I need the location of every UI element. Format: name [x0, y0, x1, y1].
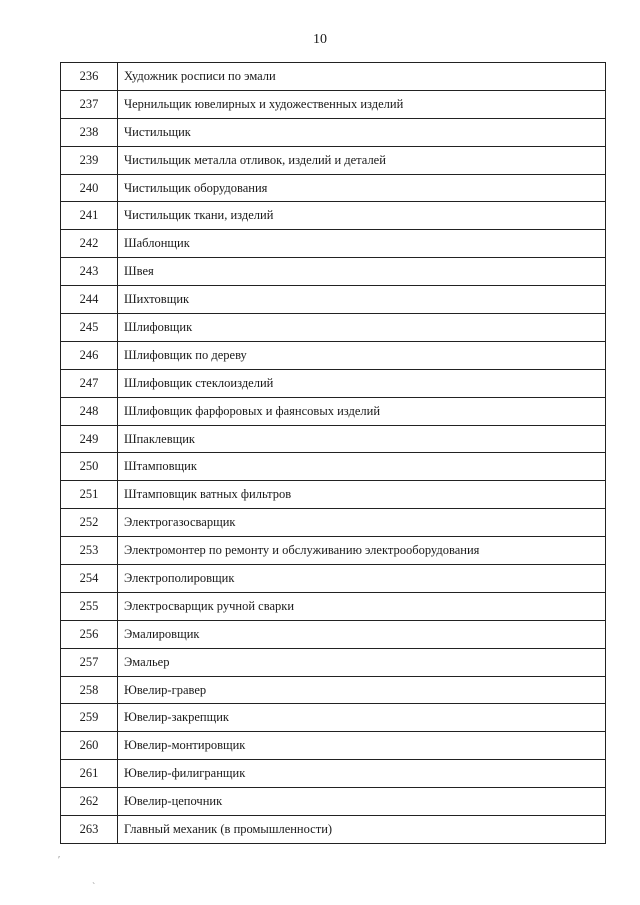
profession-name: Чистильщик оборудования — [118, 174, 606, 202]
row-number: 249 — [61, 425, 118, 453]
profession-name: Ювелир-закрепщик — [118, 704, 606, 732]
table-row — [61, 788, 606, 816]
table-row — [61, 537, 606, 565]
row-number: 248 — [61, 397, 118, 425]
scan-mark: ˋ — [92, 882, 96, 893]
professions-table — [60, 62, 606, 844]
profession-name: Электрогазосварщик — [118, 509, 606, 537]
row-number: 258 — [61, 676, 118, 704]
row-number: 243 — [61, 258, 118, 286]
table-row — [61, 230, 606, 258]
row-number: 252 — [61, 509, 118, 537]
row-number: 244 — [61, 286, 118, 314]
row-number: 257 — [61, 648, 118, 676]
page-number: 10 — [313, 32, 327, 47]
table-row — [61, 732, 606, 760]
row-number: 236 — [61, 63, 118, 91]
table-row — [61, 202, 606, 230]
row-number: 246 — [61, 341, 118, 369]
row-number: 256 — [61, 620, 118, 648]
profession-name: Чистильщик — [118, 118, 606, 146]
profession-name: Ювелир-гравер — [118, 676, 606, 704]
profession-name: Швея — [118, 258, 606, 286]
profession-name: Шлифовщик по дереву — [118, 341, 606, 369]
profession-name: Шлифовщик стеклоизделий — [118, 369, 606, 397]
table-row — [61, 509, 606, 537]
profession-name: Главный механик (в промышленности) — [118, 816, 606, 844]
row-number: 250 — [61, 453, 118, 481]
profession-name: Шпаклевщик — [118, 425, 606, 453]
table-row — [61, 286, 606, 314]
profession-name: Художник росписи по эмали — [118, 63, 606, 91]
row-number: 254 — [61, 565, 118, 593]
table-row — [61, 174, 606, 202]
table-row — [61, 620, 606, 648]
profession-name: Ювелир-монтировщик — [118, 732, 606, 760]
table-row — [61, 425, 606, 453]
table-row — [61, 760, 606, 788]
table-row — [61, 481, 606, 509]
profession-name: Электромонтер по ремонту и обслуживанию электрооборудования — [118, 537, 606, 565]
profession-name: Электрополировщик — [118, 565, 606, 593]
row-number: 253 — [61, 537, 118, 565]
profession-name: Чистильщик ткани, изделий — [118, 202, 606, 230]
profession-name: Чернильщик ювелирных и художественных изделий — [118, 90, 606, 118]
row-number: 238 — [61, 118, 118, 146]
profession-name: Эмалировщик — [118, 620, 606, 648]
table-row — [61, 63, 606, 91]
profession-name: Чистильщик металла отливок, изделий и деталей — [118, 146, 606, 174]
table-row — [61, 90, 606, 118]
table-row — [61, 146, 606, 174]
table-row — [61, 676, 606, 704]
row-number: 260 — [61, 732, 118, 760]
profession-name: Электросварщик ручной сварки — [118, 592, 606, 620]
row-number: 259 — [61, 704, 118, 732]
table-row — [61, 565, 606, 593]
row-number: 247 — [61, 369, 118, 397]
row-number: 251 — [61, 481, 118, 509]
table-row — [61, 118, 606, 146]
profession-name: Штамповщик — [118, 453, 606, 481]
table-row — [61, 258, 606, 286]
table-row — [61, 592, 606, 620]
row-number: 239 — [61, 146, 118, 174]
profession-name: Ювелир-цепочник — [118, 788, 606, 816]
profession-name: Шихтовщик — [118, 286, 606, 314]
table-row — [61, 397, 606, 425]
row-number: 242 — [61, 230, 118, 258]
table-row — [61, 314, 606, 342]
table-row — [61, 816, 606, 844]
row-number: 255 — [61, 592, 118, 620]
row-number: 262 — [61, 788, 118, 816]
profession-name: Шлифовщик — [118, 314, 606, 342]
row-number: 245 — [61, 314, 118, 342]
profession-name: Шаблонщик — [118, 230, 606, 258]
profession-name: Штамповщик ватных фильтров — [118, 481, 606, 509]
table-row — [61, 704, 606, 732]
profession-name: Эмальер — [118, 648, 606, 676]
row-number: 237 — [61, 90, 118, 118]
profession-name: Шлифовщик фарфоровых и фаянсовых изделий — [118, 397, 606, 425]
row-number: 263 — [61, 816, 118, 844]
table-row — [61, 648, 606, 676]
table-row — [61, 453, 606, 481]
profession-name: Ювелир-филигранщик — [118, 760, 606, 788]
row-number: 241 — [61, 202, 118, 230]
table-row — [61, 341, 606, 369]
table-row — [61, 369, 606, 397]
scan-mark: ′ — [58, 855, 61, 866]
row-number: 240 — [61, 174, 118, 202]
row-number: 261 — [61, 760, 118, 788]
